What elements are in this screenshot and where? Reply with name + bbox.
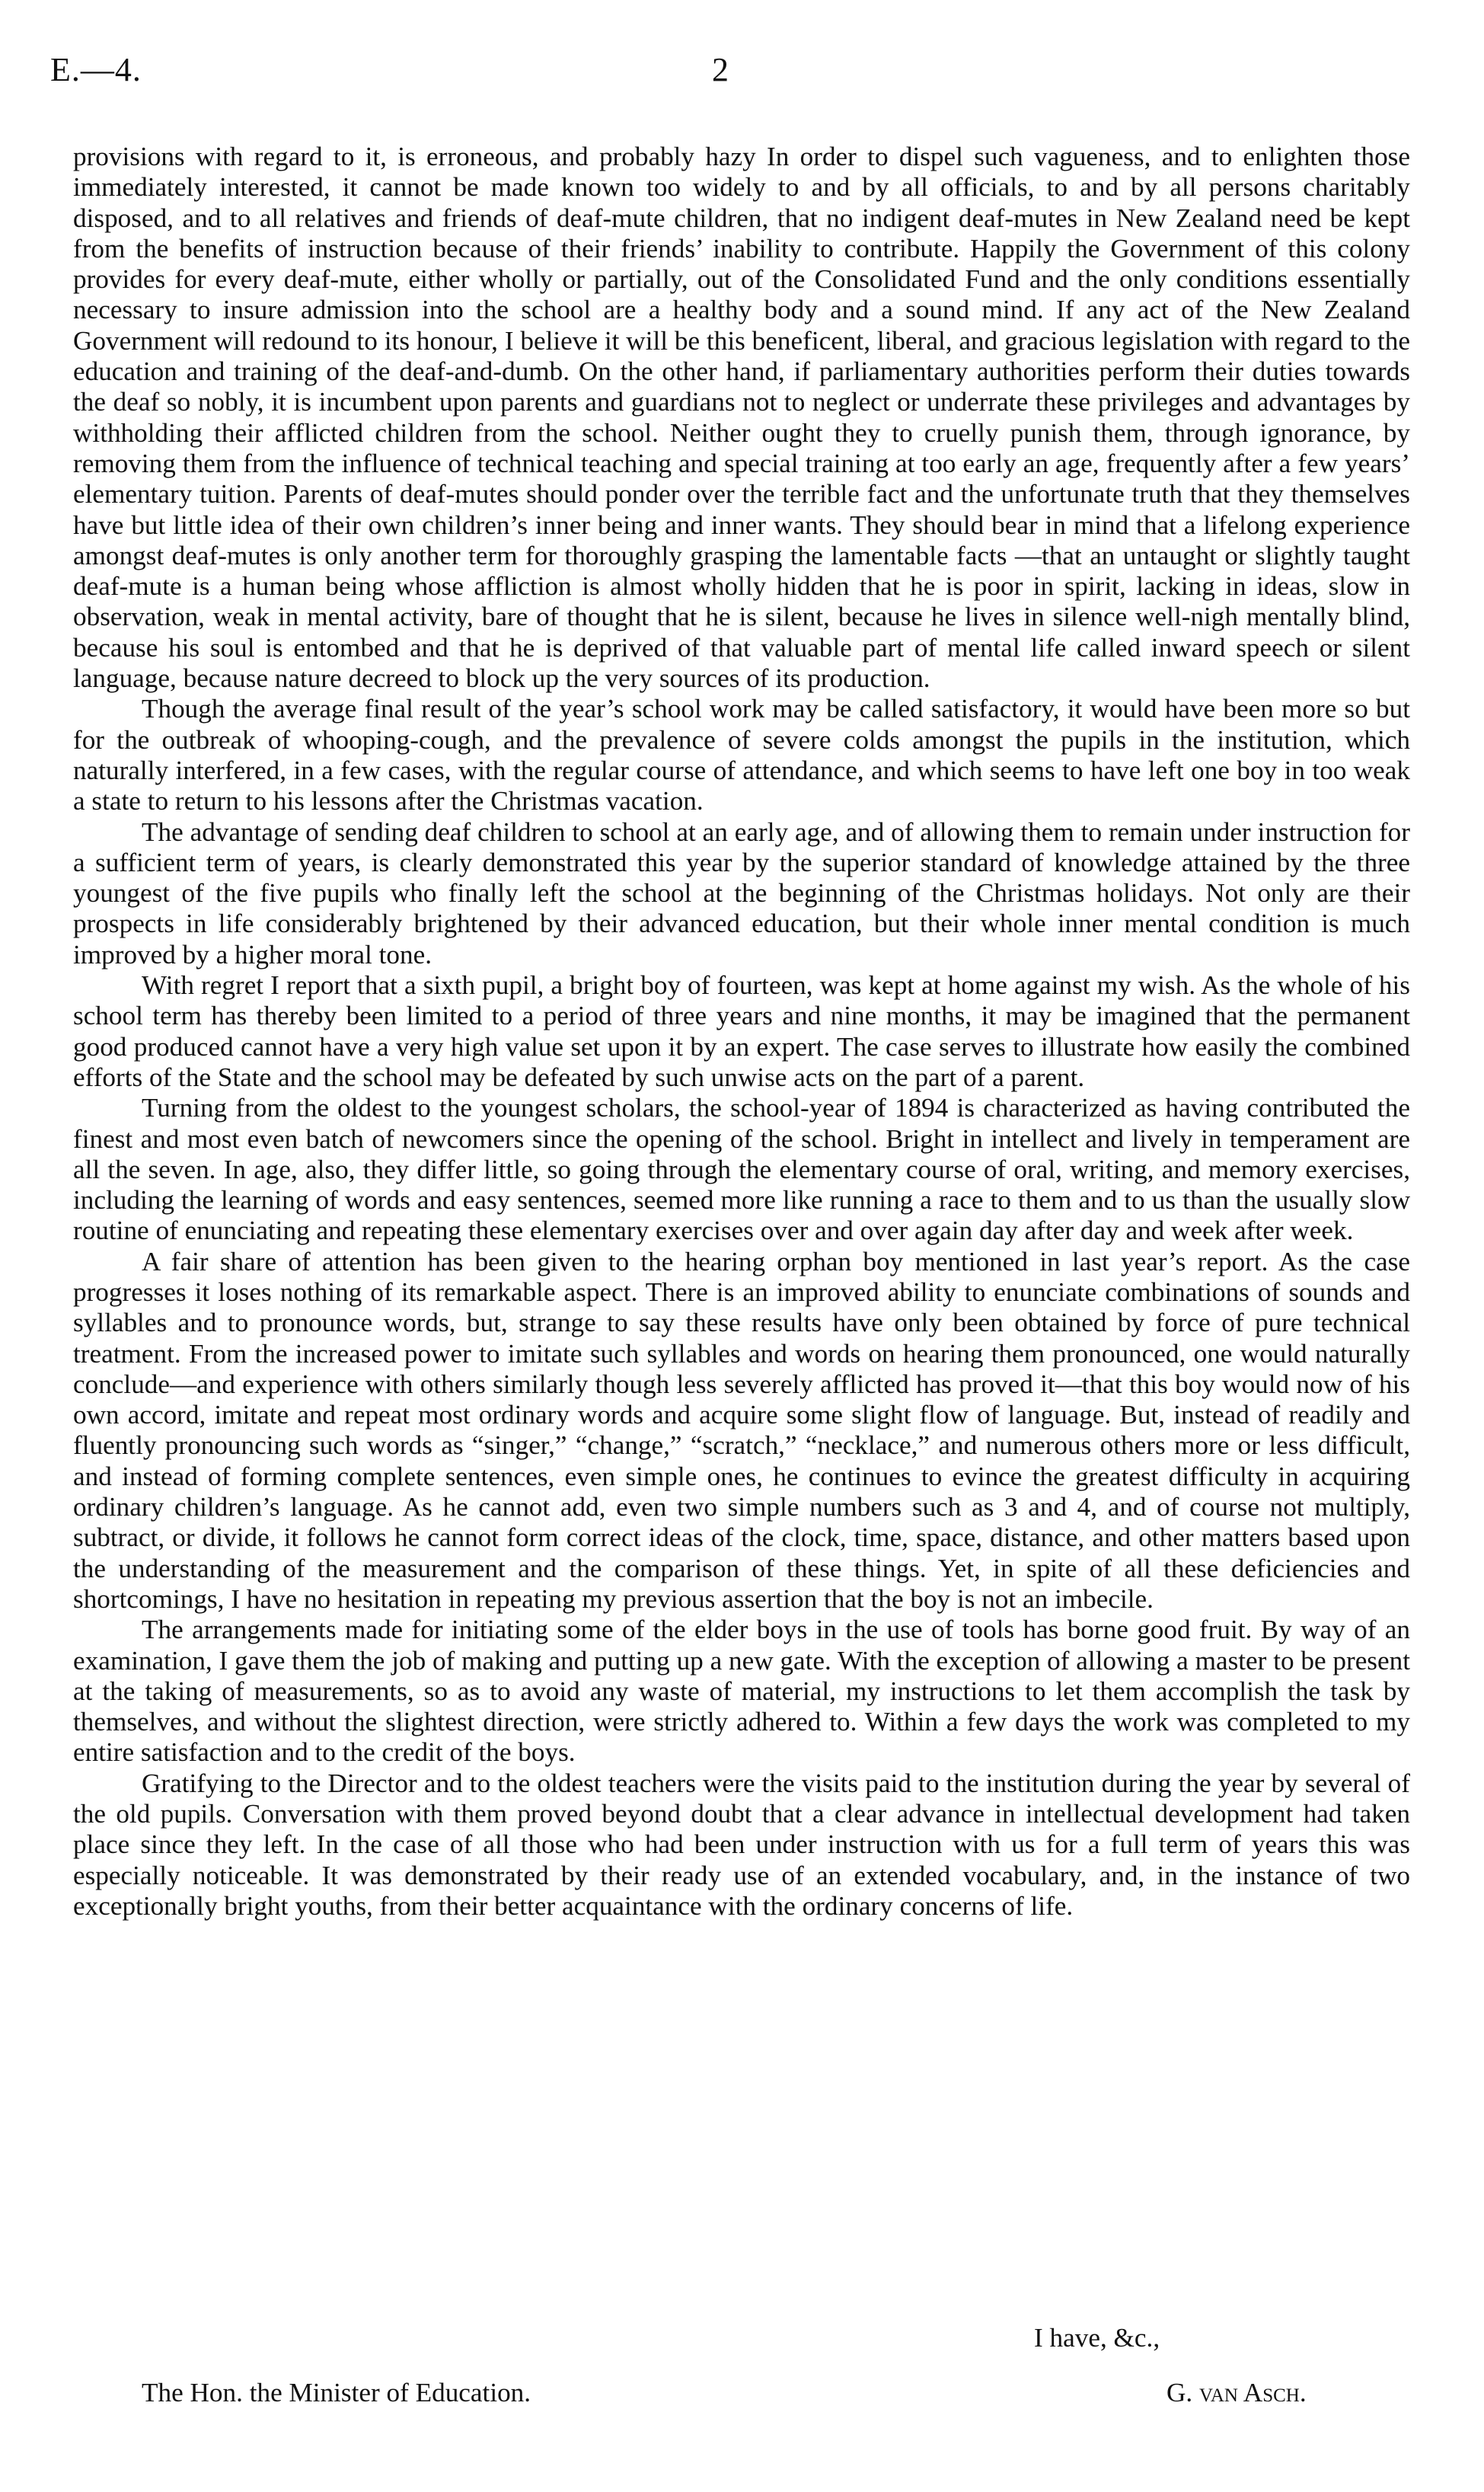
valediction: I have, &c.,: [1034, 2323, 1160, 2353]
addressee: The Hon. the Minister of Education.: [142, 2378, 531, 2407]
paragraph-1: provisions with regard to it, is erroneous, and probably hazy In order to dispel such vagueness, and to enlighten those immediately interested, it cannot be made known too widely to and by all officials, to and by all persons charitably disposed, and to all relatives and friends of deaf-mute children, that no indigent deaf-mutes in New Zealand need be kept from the benefits of instruction because of their friends’ inability to contribute. Happily the Government of this colony provides for every deaf-mute, either wholly or partially, out of the Consolidated Fund and the only conditions essentially necessary to insure admission into the school are a healthy body and a sound mind. If any act of the New Zealand Government will redound to its honour, I believe it will be this beneficent, liberal, and gracious legislation with regard to the education and training of the deaf-and-dumb. On the other hand, if parliamentary authorities perform their duties towards the deaf so nobly, it is incumbent upon parents and guardians not to neglect or underrate these privileges and advantages by withholding their afflicted children from the school. Neither ought they to cruelly punish them, through ignorance, by removing them from the influence of technical teaching and special training at too early an age, frequently after a few years’ elementary tuition. Parents of deaf-mutes should ponder over the terrible fact and the unfortunate truth that they themselves have but little idea of their own children’s inner being and inner wants. They should bear in mind that a lifelong experience amongst deaf-mutes is only another term for thoroughly grasping the lamentable facts —that an untaught or slightly taught deaf-mute is a human being whose affliction is almost wholly hidden that he is poor in spirit, lacking in ideas, slow in observation, weak in mental activity, bare of thought that he is silent, because he lives in silence well-nigh mentally blind, because his soul is entombed and that he is deprived of that valuable part of mental life called inward speech or silent language, because nature decreed to block up the very sources of its production.: [73, 142, 1410, 694]
paragraph-7: The arrangements made for initiating some of the elder boys in the use of tools has borne good fruit. By way of an examination, I gave them the job of making and putting up a new gate. With the exception of allowing a master to be present at the taking of measurements, so as to avoid any waste of material, my instructions to let them accomplish the task by themselves, and without the slightest direction, were strictly adhered to. Within a few days the work was completed to my entire satisfaction and to the credit of the boys.: [73, 1615, 1410, 1768]
paragraph-8: Gratifying to the Director and to the oldest teachers were the visits paid to the institution during the year by several of the old pupils. Conversation with them proved beyond doubt that a clear advance in intellectual development had taken place since they left. In the case of all those who had been under instruction with us for a full term of years this was especially noticeable. It was demonstrated by their ready use of an extended vocabulary, and, in the instance of two exceptionally bright youths, from their better acquaintance with the ordinary concerns of life.: [73, 1768, 1410, 1921]
paragraph-6: A fair share of attention has been given to the hearing orphan boy mentioned in last year’s report. As the case progresses it loses nothing of its remarkable aspect. There is an improved ability to enunciate combinations of sounds and syllables and to pronounce words, but, strange to say these results have only been obtained by force of pure technical treatment. From the increased power to imitate such syllables and words on hearing them pronounced, one would naturally conclude—and experience with others similarly though less severely afflicted has proved it—that this boy would now of his own accord, imitate and repeat most ordinary words and acquire some slight flow of language. But, instead of readily and fluently pronouncing such words as “singer,” “change,” “scratch,” “necklace,” and numerous others more or less difficult, and instead of forming complete sentences, even simple ones, he continues to evince the greatest difficulty in acquiring ordinary children’s language. As he cannot add, even two simple numbers such as 3 and 4, and of course not multiply, subtract, or divide, it follows he cannot form correct ideas of the clock, time, space, distance, and other matters based upon the understanding of the measurement and the comparison of these things. Yet, in spite of all these deficiencies and shortcomings, I have no hesitation in repeating my previous assertion that the boy is not an imbecile.: [73, 1246, 1410, 1614]
paragraph-2: Though the average final result of the year’s school work may be called satisfactory, it would have been more so but for the outbreak of whooping-cough, and the prevalence of severe colds amongst the pupils in the institution, which naturally interfered, in a few cases, with the regular course of attendance, and which seems to have left one boy in too weak a state to return to his lessons after the Christmas vacation.: [73, 694, 1410, 816]
document-reference: E.—4.: [50, 51, 142, 88]
signature: G. van Asch.: [1166, 2378, 1307, 2407]
paragraph-5: Turning from the oldest to the youngest scholars, the school-year of 1894 is characterized as having contributed the finest and most even batch of newcomers since the opening of the school. Bright in intellect and lively in temperament are all the seven. In age, also, they differ little, so going through the elementary course of oral, writing, and memory exercises, including the learning of words and easy sentences, seemed more like running a race to them and to us than the usually slow routine of enunciating and repeating these elementary exercises over and over again day after day and week after week.: [73, 1093, 1410, 1246]
report-body: [73, 142, 1410, 1922]
paragraph-3: The advantage of sending deaf children to school at an early age, and of allowing them to remain under instruction for a sufficient term of years, is clearly demonstrated this year by the superior standard of knowledge attained by the three youngest of the five pupils who finally left the school at the beginning of the Christmas holidays. Not only are their prospects in life considerably brightened by their advanced education, but their whole inner mental condition is much improved by a higher moral tone.: [73, 816, 1410, 970]
page-number: 2: [712, 51, 729, 88]
paragraph-4: With regret I report that a sixth pupil, a bright boy of fourteen, was kept at home against my wish. As the whole of his school term has thereby been limited to a period of three years and nine months, it may be imagined that the permanent good produced cannot have a very high value set upon it by an expert. The case serves to illustrate how easily the combined efforts of the State and the school may be defeated by such unwise acts on the part of a parent.: [73, 970, 1410, 1092]
